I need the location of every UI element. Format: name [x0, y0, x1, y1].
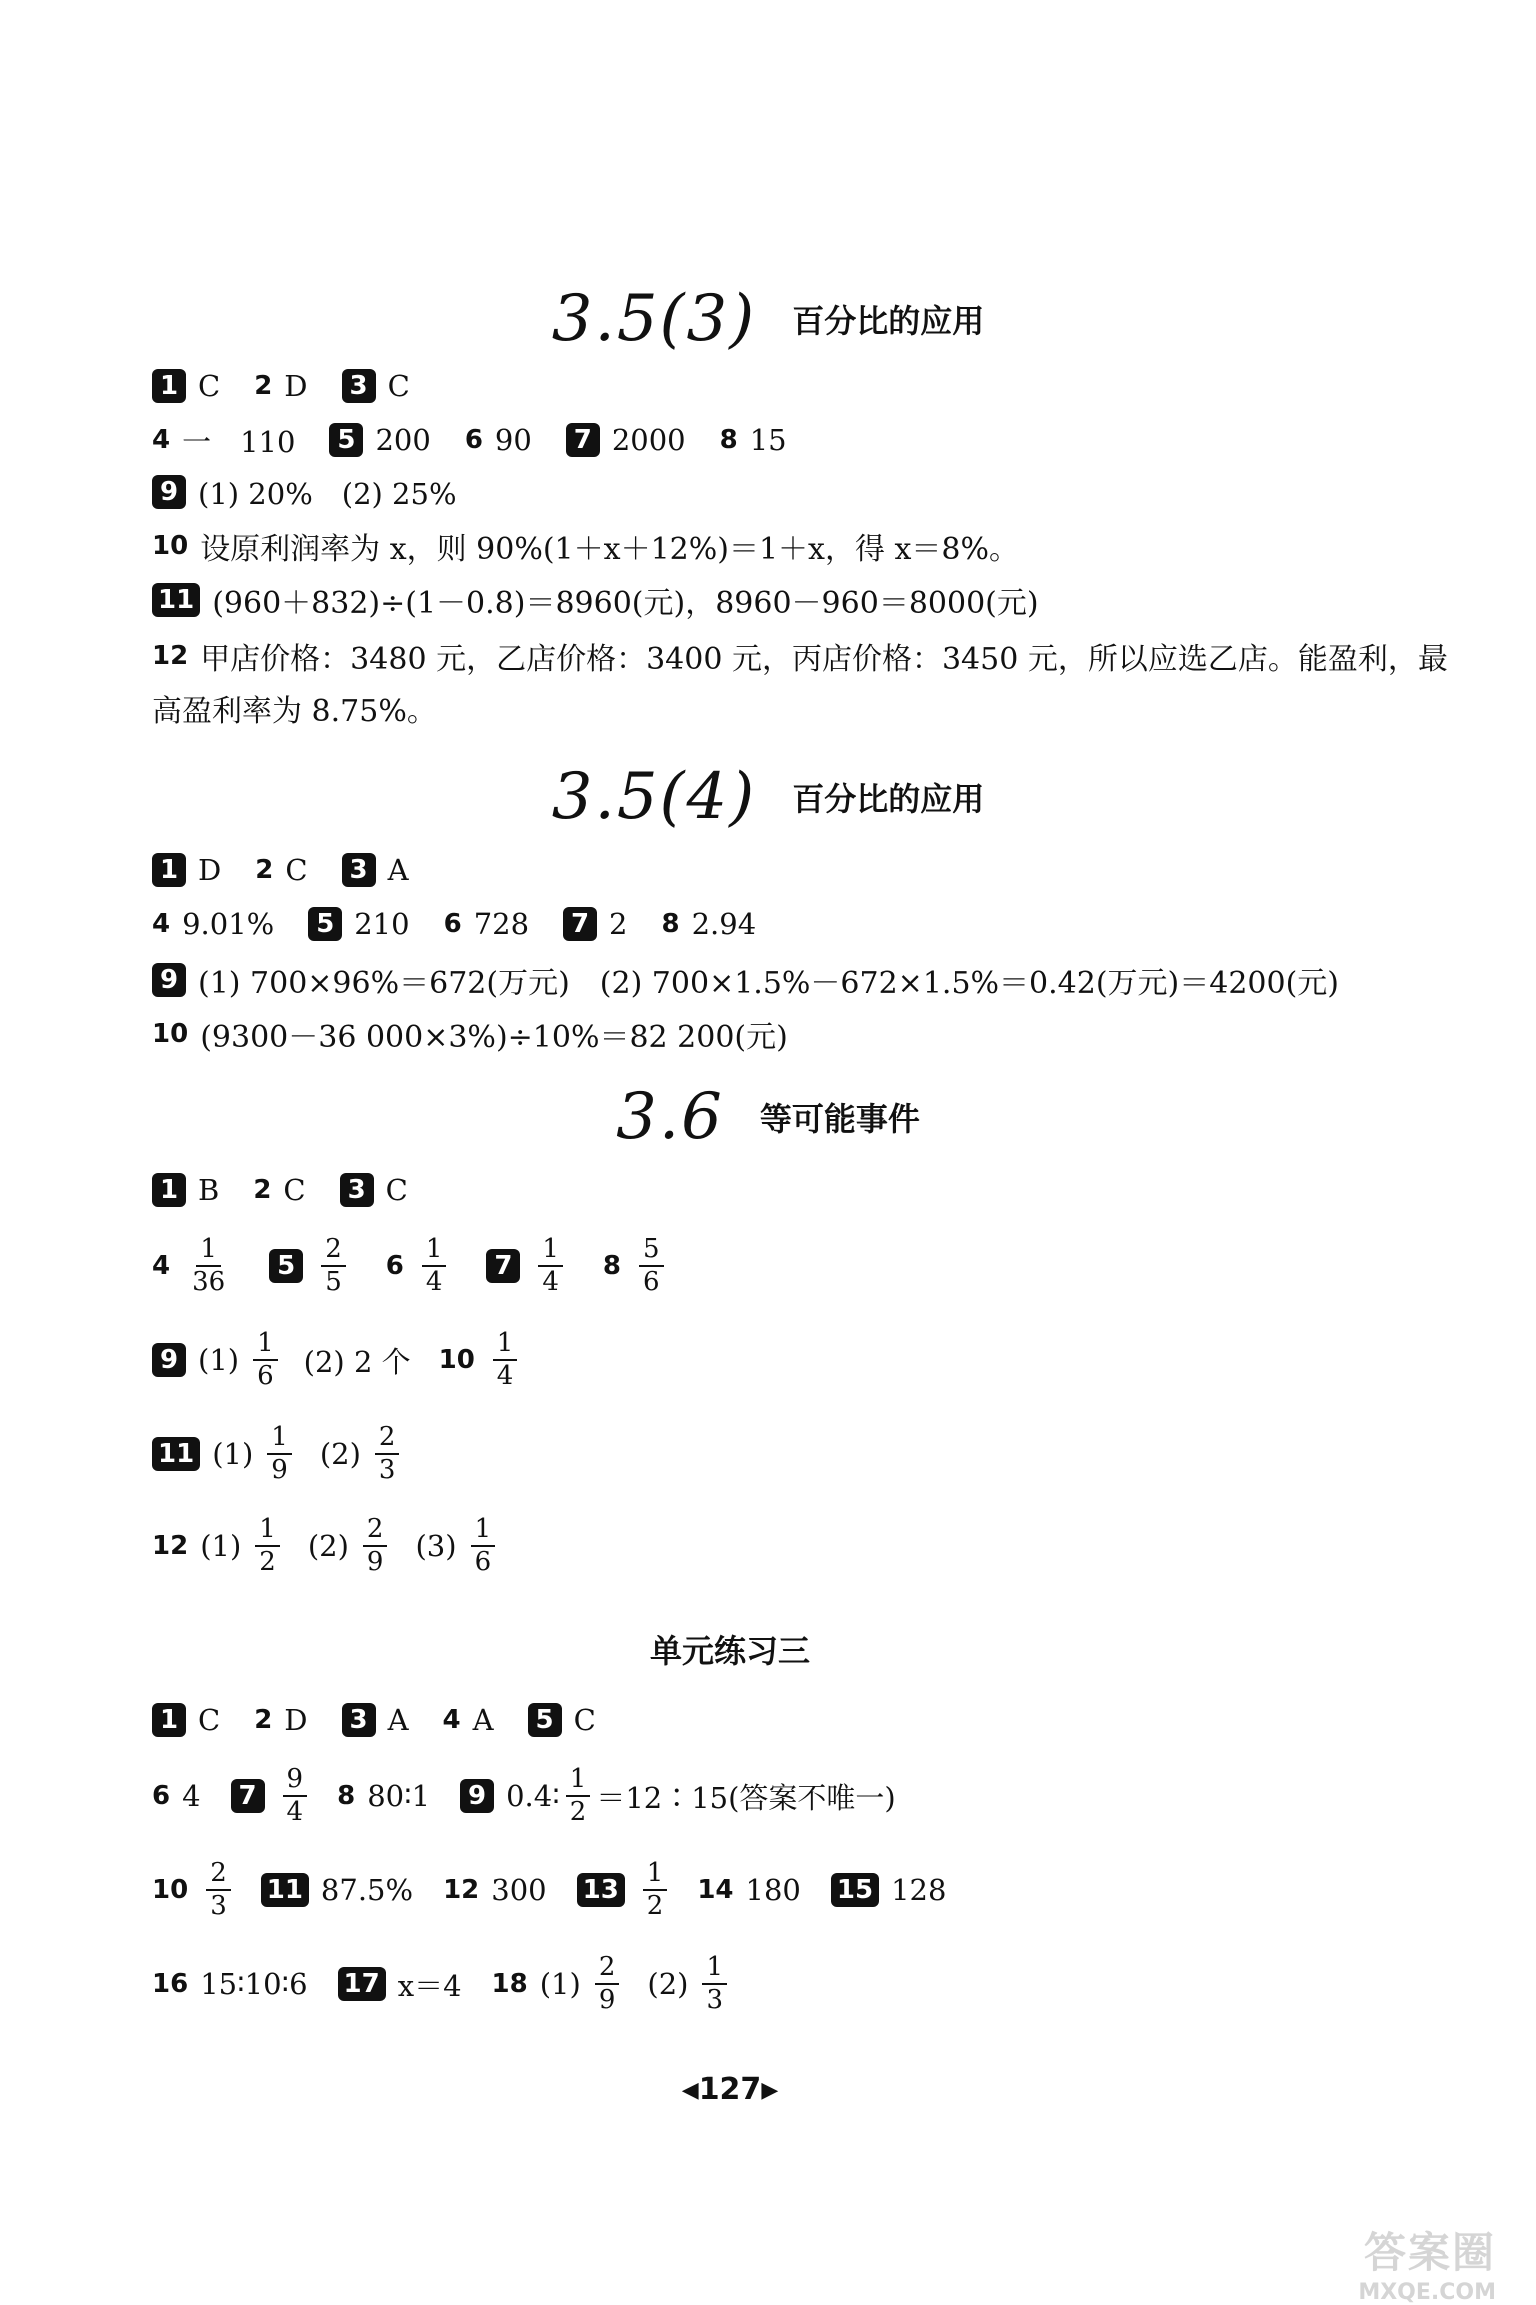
fraction: [422, 1233, 447, 1297]
part-label: (1): [539, 1967, 581, 2001]
denominator: 3: [210, 1891, 227, 1921]
question-number: 4: [152, 909, 171, 939]
fraction: [321, 1233, 346, 1297]
fraction: [283, 1763, 308, 1827]
section-title-3-5-4: [0, 760, 1536, 834]
answer-value: D: [198, 853, 222, 887]
question-number: 4: [442, 1705, 461, 1735]
answer-line: [152, 410, 821, 470]
question-number: 10: [438, 1345, 475, 1375]
question-number: 8: [719, 425, 738, 455]
question-number: 8: [337, 1781, 356, 1811]
answer-line: [152, 356, 444, 416]
answer-value: 180: [745, 1873, 801, 1907]
question-number: 7: [231, 1779, 265, 1813]
answer-value: C: [198, 369, 221, 403]
answer-value: B: [198, 1173, 220, 1207]
section-number: 3.6: [616, 1080, 724, 1154]
numerator: 2: [321, 1236, 346, 1267]
answer-line-continued: [152, 678, 437, 738]
question-number: 5: [269, 1249, 303, 1283]
part-label: (2): [647, 1967, 689, 2001]
answer-value: 2000: [611, 423, 686, 457]
answer-value: 15∶10∶6: [200, 1967, 308, 2001]
question-number: 13: [577, 1873, 625, 1907]
answer-line: [152, 1506, 501, 1586]
question-number: 2: [254, 1705, 273, 1735]
question-number: 9: [152, 1343, 186, 1377]
answer-value: 200: [375, 423, 431, 457]
section-title-3-5-3: [0, 282, 1536, 356]
part-label: (3): [415, 1529, 457, 1563]
question-number: 1: [152, 1173, 186, 1207]
question-number: 12: [152, 1531, 189, 1561]
numerator: 2: [595, 1954, 620, 1985]
fraction: [595, 1951, 620, 2015]
answer-value: 300: [491, 1873, 547, 1907]
answer-value: 210: [354, 907, 410, 941]
question-number: 5: [308, 907, 342, 941]
question-number: 3: [342, 853, 376, 887]
denominator: 2: [259, 1547, 276, 1577]
answer-value: 80∶1: [367, 1779, 431, 1813]
question-number: 11: [152, 583, 200, 617]
denominator: 2: [569, 1797, 587, 1827]
question-number: 17: [338, 1967, 386, 2001]
numerator: 1: [493, 1330, 518, 1361]
answer-line: [152, 950, 1339, 1010]
answer-value: D: [284, 369, 308, 403]
denominator: 4: [425, 1267, 443, 1297]
fraction: [255, 1513, 280, 1577]
question-number: 10: [152, 1875, 189, 1905]
part-label: (2): [307, 1529, 349, 1563]
answer-line: [152, 1160, 442, 1220]
answer-text: 甲店价格：3480 元，乙店价格：3400 元，丙店价格：3450 元，所以应选乙店。能盈利，最: [200, 642, 1448, 677]
answer-line: [152, 462, 457, 522]
answer-value: C: [385, 1173, 408, 1207]
answer-value: (1) 20% (2) 25%: [198, 476, 457, 511]
question-number: 5: [528, 1703, 562, 1737]
question-number: 9: [152, 475, 186, 509]
answer-text: (9300－36 000×3%)÷10%＝82 200(元): [200, 1020, 788, 1055]
answer-value: (2) 2 个: [303, 1344, 411, 1379]
question-number: 4: [152, 1251, 171, 1281]
question-number: 11: [261, 1873, 309, 1907]
numerator: 1: [538, 1236, 563, 1267]
answer-value: C: [283, 1173, 306, 1207]
question-number: 2: [254, 371, 273, 401]
answer-line: [152, 1944, 733, 2024]
question-number: 4: [152, 425, 171, 455]
page-number-value: 127: [698, 2072, 762, 2107]
answer-value: 90: [494, 423, 532, 457]
answer-text: 设原利润率为 x，则 90%(1＋x＋12%)＝1＋x，得 x＝8%。: [200, 532, 1020, 567]
denominator: 3: [378, 1455, 396, 1485]
denominator: 6: [257, 1361, 274, 1391]
watermark-text: 答案圈: [1363, 2228, 1496, 2277]
answer-value: 128: [891, 1873, 947, 1907]
question-number: 10: [152, 531, 189, 561]
numerator: 9: [283, 1766, 308, 1797]
watermark-logo: [1306, 2220, 1496, 2305]
answer-value: 15: [749, 423, 787, 457]
answer-value: 一 110: [182, 424, 296, 459]
denominator: 9: [598, 1985, 616, 2015]
question-number: 9: [152, 963, 186, 997]
answer-line: [152, 1320, 523, 1400]
fraction: [267, 1421, 292, 1485]
unit-practice-title: 单元练习三: [649, 1632, 810, 1670]
answer-value: ＝12∶15(答案不唯一): [596, 1780, 896, 1815]
answer-line: [152, 1226, 704, 1306]
question-number: 8: [661, 909, 680, 939]
section-name: 等可能事件: [759, 1100, 920, 1138]
question-number: 2: [255, 855, 274, 885]
question-number: 10: [152, 1019, 189, 1049]
numerator: 1: [267, 1424, 292, 1455]
numerator: 1: [643, 1860, 668, 1891]
question-number: 1: [152, 853, 186, 887]
fraction: [639, 1233, 664, 1297]
numerator: 1: [702, 1954, 727, 1985]
question-number: 15: [831, 1873, 879, 1907]
part-label: (1): [198, 1343, 240, 1377]
answer-value: 9.01%: [182, 907, 275, 941]
answer-line: [152, 516, 1019, 576]
fraction: [643, 1857, 668, 1921]
question-number: 7: [566, 423, 600, 457]
question-number: 6: [464, 425, 483, 455]
fraction: [538, 1233, 563, 1297]
left-triangle-icon: ◀: [681, 2078, 699, 2103]
numerator: 2: [375, 1424, 400, 1455]
denominator: 6: [474, 1547, 492, 1577]
answer-value: A: [472, 1703, 494, 1737]
question-number: 6: [385, 1251, 404, 1281]
part-label: (1): [212, 1437, 254, 1471]
answer-value: 728: [473, 907, 530, 941]
numerator: 1: [255, 1516, 280, 1547]
answer-value: 2.94: [691, 907, 757, 941]
answer-line: [152, 1756, 896, 1836]
answer-text: (960＋832)÷(1－0.8)＝8960(元)，8960－960＝8000(元): [212, 586, 1039, 621]
denominator: 9: [366, 1547, 384, 1577]
denominator: 6: [643, 1267, 660, 1297]
question-number: 7: [486, 1249, 520, 1283]
answer-value: C: [198, 1703, 221, 1737]
question-number: 3: [342, 369, 376, 403]
answer-text: (1) 700×96%＝672(万元) (2) 700×1.5%－672×1.5%＝0.42(万元)＝4200(元): [198, 966, 1339, 1001]
numerator: 2: [363, 1516, 388, 1547]
page-number: [0, 2072, 1460, 2107]
answer-value: D: [284, 1703, 308, 1737]
part-label: (1): [200, 1529, 242, 1563]
question-number: 6: [443, 909, 462, 939]
section-name: 百分比的应用: [792, 302, 985, 340]
fraction: [471, 1513, 496, 1577]
denominator: 3: [706, 1985, 724, 2015]
answer-value: 2: [609, 907, 628, 941]
section-number: 3.5(4): [551, 760, 757, 834]
question-number: 2: [253, 1175, 272, 1205]
numerator: 1: [566, 1766, 591, 1797]
fraction: [375, 1421, 400, 1485]
denominator: 4: [542, 1267, 559, 1297]
answer-line: [152, 894, 790, 954]
answer-value: A: [387, 1703, 409, 1737]
answer-line: [152, 1414, 405, 1494]
answer-line: [152, 1690, 630, 1750]
watermark-url: MXQE.COM: [1358, 2280, 1496, 2305]
answer-line: [152, 1004, 788, 1064]
question-number: 16: [152, 1969, 189, 1999]
question-number: 12: [152, 641, 189, 671]
section-name: 百分比的应用: [792, 780, 985, 818]
fraction: [253, 1327, 278, 1391]
question-number: 1: [152, 369, 186, 403]
question-number: 3: [342, 1703, 376, 1737]
fraction: [363, 1513, 388, 1577]
numerator: 1: [253, 1330, 278, 1361]
section-title-3-6: [0, 1080, 1536, 1154]
question-number: 6: [152, 1781, 171, 1811]
question-number: 1: [152, 1703, 186, 1737]
answer-line: [152, 840, 443, 900]
fraction: [566, 1763, 591, 1827]
question-number: 9: [460, 1779, 494, 1813]
denominator: 2: [646, 1891, 664, 1921]
question-number: 18: [491, 1969, 528, 1999]
section-number: 3.5(3): [551, 282, 757, 356]
fraction: [188, 1233, 229, 1297]
answer-value: A: [387, 853, 409, 887]
answer-value: C: [387, 369, 410, 403]
part-label: (2): [319, 1437, 361, 1471]
question-number: 14: [697, 1875, 734, 1905]
fraction: [206, 1857, 231, 1921]
answer-line: [152, 570, 1039, 630]
numerator: 5: [639, 1236, 664, 1267]
answer-value: 0.4∶: [506, 1779, 560, 1813]
question-number: 7: [563, 907, 597, 941]
answer-value: 87.5%: [320, 1873, 414, 1907]
numerator: 2: [206, 1860, 231, 1891]
right-triangle-icon: ▶: [761, 2078, 779, 2103]
answer-value: C: [573, 1703, 596, 1737]
answer-value: C: [285, 853, 308, 887]
answer-value: x＝4: [397, 1968, 462, 2003]
question-number: 11: [152, 1437, 200, 1471]
answer-text: 高盈利率为 8.75%。: [152, 694, 437, 729]
denominator: 36: [192, 1267, 226, 1297]
numerator: 1: [196, 1236, 221, 1267]
denominator: 5: [325, 1267, 342, 1297]
fraction: [493, 1327, 518, 1391]
numerator: 1: [422, 1236, 447, 1267]
answer-line: [152, 1850, 946, 1930]
question-number: 5: [329, 423, 363, 457]
denominator: 4: [496, 1361, 514, 1391]
numerator: 1: [471, 1516, 496, 1547]
answer-line: [152, 626, 1448, 686]
denominator: 4: [286, 1797, 304, 1827]
denominator: 9: [271, 1455, 288, 1485]
fraction: [702, 1951, 727, 2015]
question-number: 3: [340, 1173, 374, 1207]
answer-value: 4: [182, 1779, 201, 1813]
question-number: 8: [602, 1251, 622, 1281]
question-number: 12: [443, 1875, 480, 1905]
